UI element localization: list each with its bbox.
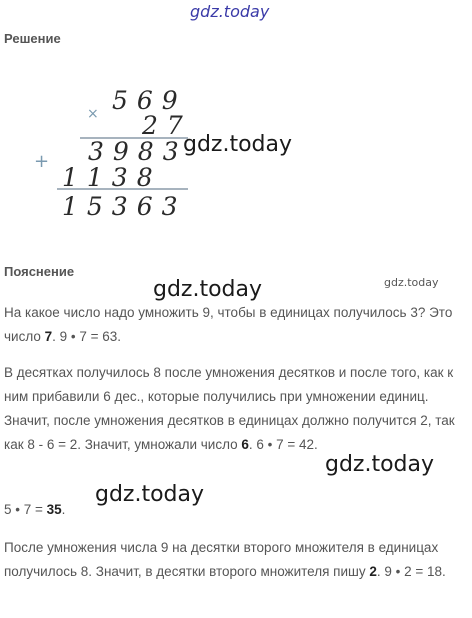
watermark-small: gdz.today: [384, 276, 439, 289]
paragraph-4: После умножения числа 9 на десятки второго множителя в единицах получилось 8. Значит, в десятки второго множителя пишу 2. 9 • 2 = 18.: [4, 540, 446, 579]
watermark-2: gdz.today: [153, 277, 263, 302]
watermark-4: gdz.today: [95, 482, 205, 507]
times-sign: ×: [87, 106, 99, 122]
plus-sign: +: [34, 151, 50, 172]
multiplier: 27: [142, 111, 192, 140]
watermark-3: gdz.today: [325, 452, 435, 477]
watermark-1: gdz.today: [183, 132, 293, 157]
watermark-top: gdz.today: [190, 2, 270, 21]
column-multiplication: [0, 50, 472, 280]
paragraph-3: 5 • 7 = 35.: [4, 502, 66, 517]
partial-product-1: 3983: [88, 137, 188, 166]
paragraph-1: На какое число надо умножить 9, чтобы в единицах получилось 3? Это число 7. 9 • 7 = 63.: [4, 305, 453, 344]
solution-heading: Решение: [4, 31, 61, 46]
paragraph-2: В десятках получилось 8 после умножения десятков и после того, как к ним прибавили 6 дес., которые получились при умножении единиц. Значит, после умножения десятков в единицах должно получится 2, так как 8 - 6 = 2. Значит, умножали число 6. 6 • 7 = 42.: [4, 365, 455, 452]
multiplicand: 569: [112, 86, 187, 115]
explanation-heading: Пояснение: [4, 264, 75, 279]
partial-product-2: 1138: [62, 163, 162, 192]
final-product: 15363: [62, 192, 187, 221]
